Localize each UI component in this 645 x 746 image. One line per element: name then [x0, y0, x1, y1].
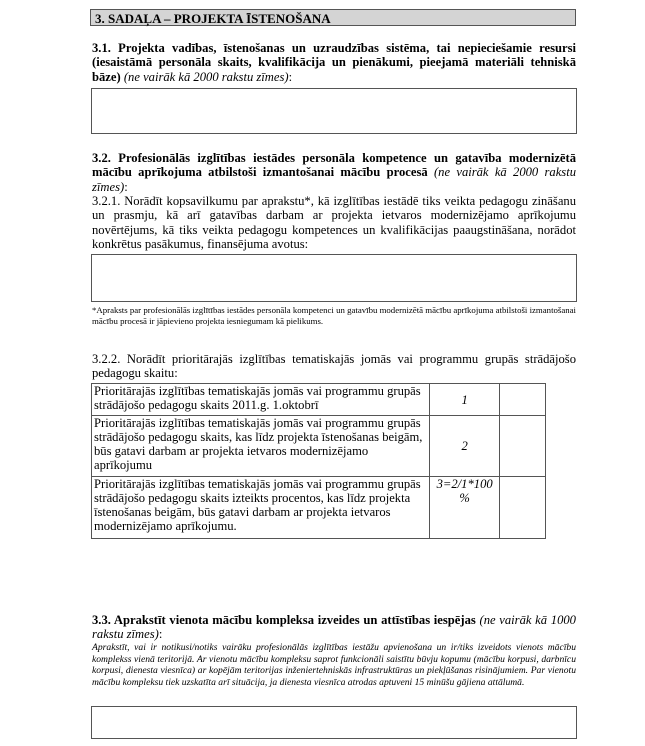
question-3-1 [92, 41, 576, 84]
question-3-3-suffix: : [158, 627, 163, 642]
question-3-1-suffix: : [288, 69, 293, 84]
question-3-2-1: 3.2.1. Norādīt kopsavilkumu par aprakstu*, kā izglītības iestādē tiks veikta pedagogu zināšanu un prasmju, kā arī gatavības darbam ar projekta ietvaros modernizējamo aprīkojumu novērtējums, kā tiks veikta pedagogu kompetences un kvalifikācijas paaugstināšana, norādot konkrētus pasākumus, finansējuma avotus: [92, 194, 576, 251]
question-3-2-heading: 3.2. Profesionālās izglītības iestādes personāla kompetence un gatavība modernizētā mācību aprīkojuma atbilstoši izmantošanai mācību procesā [92, 151, 576, 180]
table-row-extra[interactable] [500, 384, 546, 416]
question-3-3-heading: 3.3. Aprakstīt vienota mācību kompleksa izveides un attīstības iespējas [92, 613, 476, 627]
answer-3-2-1-textarea[interactable] [91, 254, 577, 302]
table-row-label: Prioritārajās izglītības tematiskajās jomās vai programmu grupās strādājošo pedagogu skaits, kas līdz projekta īstenošanas beigām, būs gatavi darbam ar projekta ietvaros modernizējamo aprīkojumu [92, 416, 430, 477]
table-row [92, 416, 546, 477]
question-3-2 [92, 151, 576, 194]
question-3-3-note: (ne vairāk kā 1000 rakstu zīmes) [92, 613, 576, 642]
teacher-count-table [91, 383, 546, 539]
table-row-label: Prioritārajās izglītības tematiskajās jomās vai programmu grupās strādājošo pedagogu skaits 2011.g. 1.oktobrī [92, 384, 430, 416]
table-row [92, 477, 546, 539]
question-3-3-explanation: Aprakstīt, vai ir notikusi/notiks vairāku profesionālās izglītības iestāžu apvienošana un ir/tiks izveidots vienots mācību komplekss vienā teritorijā. Ar vienotu mācību kompleksu saprot funkcionāli saistītu būvju kopumu (mācību korpusi, darbnīcu korpusi, dienesta viesnīca) ar kopējām teritorijas inženiertehniskās infrastruktūras un piekļūšanas risinājumiem. Par vienotu mācību kompleksu tiek uzskatīta arī situācija, ja dienesta viesnīca atrodas aptuveni 15 minūšu gājiena attālumā. [92, 642, 576, 688]
table-row-label: Prioritārajās izglītības tematiskajās jomās vai programmu grupās strādājošo pedagogu skaits izteikts procentos, kas līdz projekta īstenošanas beigām, būs gatavi darbam ar projekta ietvaros modernizējamo aprīkojumu. [92, 477, 430, 539]
answer-3-3-textarea[interactable] [91, 706, 577, 739]
question-3-2-note: (ne vairāk kā 2000 rakstu zīmes) [92, 165, 576, 194]
question-3-3 [92, 613, 576, 642]
question-3-2-2: 3.2.2. Norādīt prioritārajās izglītības tematiskajās jomās vai programmu grupās strādājošo pedagogu skaitu: [92, 352, 576, 381]
question-3-1-note: (ne vairāk kā 2000 rakstu zīmes) [123, 69, 289, 84]
table-row-value[interactable]: 1 [430, 384, 500, 416]
table-row-value[interactable]: 3=2/1*100 % [430, 477, 500, 539]
table-row-extra[interactable] [500, 477, 546, 539]
answer-3-1-textarea[interactable] [91, 88, 577, 134]
table-row [92, 384, 546, 416]
footnote: *Apraksts par profesionālās izglītības iestādes personāla kompetenci un gatavību modernizētā mācību aprīkojuma atbilstoši izmantošanai mācību procesā ir jāpievieno projekta iesniegumam kā pielikums. [92, 305, 576, 326]
table-row-value[interactable]: 2 [430, 416, 500, 477]
question-3-2-suffix: : [124, 179, 128, 194]
table-row-extra[interactable] [500, 416, 546, 477]
question-3-1-heading: 3.1. Projekta vadības, īstenošanas un uzraudzības sistēma, tai nepieciešamie resursi (iesaistāmā personāla skaits, kvalifikācija un pienākumi, pieejamā materiāli tehniskā bāze) [92, 41, 576, 84]
section-title: 3. SADAĻA – PROJEKTA ĪSTENOŠANA [90, 9, 576, 26]
